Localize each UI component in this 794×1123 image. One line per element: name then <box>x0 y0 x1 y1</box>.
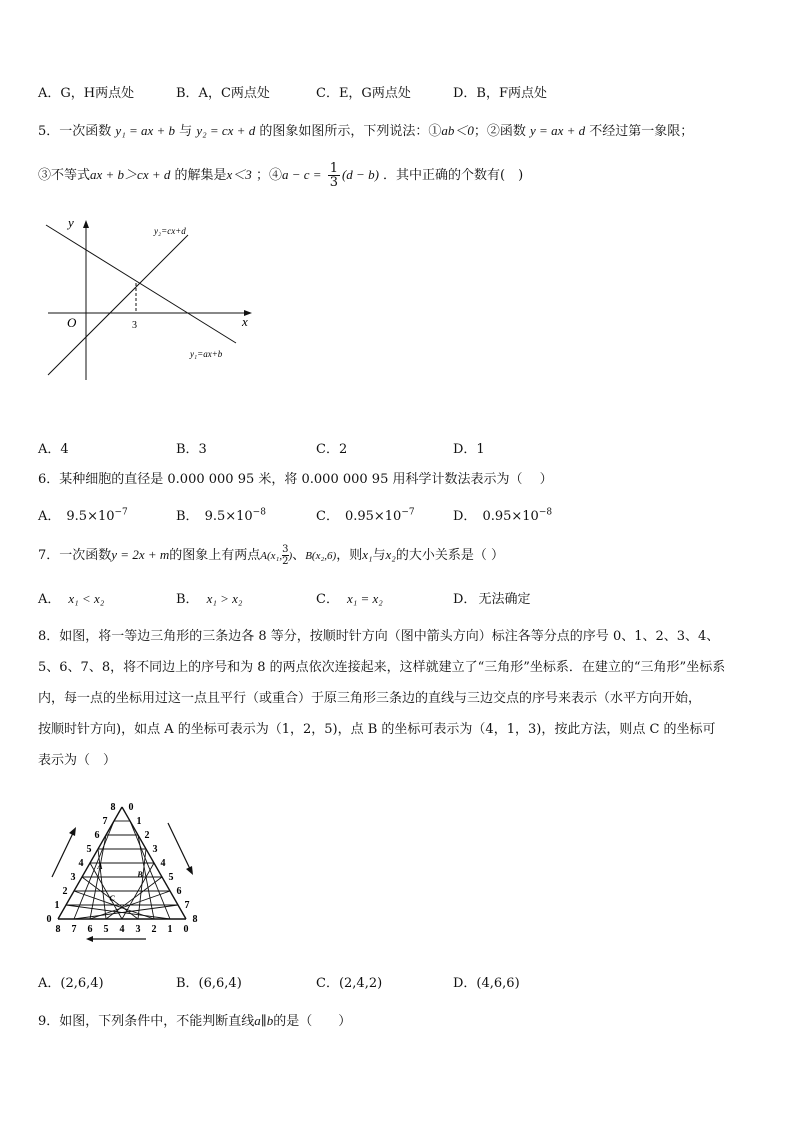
q7-stem <box>38 544 504 567</box>
x-axis-label: x <box>242 314 248 329</box>
q5-frac-num: 1 <box>329 161 338 176</box>
q7-point-a-close: ) <box>288 550 293 562</box>
q5-statement1: ab＜0 <box>441 123 474 138</box>
q5-option-c: C．2 <box>316 442 348 457</box>
q6-option-exp: −8 <box>538 507 553 518</box>
q7-text: 的大小关系是（ ） <box>395 548 504 563</box>
tick-label-3: 3 <box>132 320 137 331</box>
q4-option-d: D．B，F两点处 <box>453 86 547 101</box>
q7-text: 与 <box>372 548 386 563</box>
q7-option-label: D． <box>453 592 477 607</box>
bottom-side-label: 3 <box>135 924 141 935</box>
q6-option-d <box>453 505 552 524</box>
q7-option-label: C． <box>316 592 339 607</box>
q9-expr: a∥b <box>254 1013 274 1028</box>
q7-option-expr: x₁ = x₂ <box>346 591 383 606</box>
q7-x1: x₁ <box>362 547 373 562</box>
q7-text: ，则 <box>336 548 363 563</box>
right-side-label: 7 <box>184 900 190 911</box>
q7-option-expr: 无法确定 <box>478 592 531 607</box>
q6-option-exp: −7 <box>114 507 128 518</box>
q7-frac-num: 3 <box>282 544 289 555</box>
bottom-side-label: 1 <box>167 924 173 935</box>
right-arrow-line <box>168 823 191 871</box>
q5-text: 不经过第一象限； <box>589 124 694 139</box>
bottom-side-label: 4 <box>119 924 125 935</box>
q5-statement4-left: a − c = <box>281 167 322 182</box>
left-arrow-head-icon <box>69 827 76 836</box>
q9-stem <box>38 1010 351 1029</box>
q8-triangle-figure <box>38 785 218 945</box>
q6-option-c <box>316 505 415 524</box>
q5-frac-den: 3 <box>329 175 338 190</box>
q9-text: 9．如图，下列条件中，不能判断直线 <box>38 1014 255 1029</box>
q6-option-base: 0.95×10 <box>344 509 402 524</box>
line-y1-label: y₁=ax+b <box>190 349 223 359</box>
q8-option-d: D．(4,6,6) <box>453 976 520 991</box>
point-a-label: A <box>97 862 103 871</box>
q6-option-label: C． <box>316 509 339 524</box>
q7-option-c <box>316 588 383 607</box>
right-side-label: 4 <box>160 858 166 869</box>
q7-option-a <box>38 588 104 607</box>
q6-option-label: A． <box>38 509 61 524</box>
q6-stem: 6．某种细胞的直径是 0.000 000 95 米，将 0.000 000 95 用科学计数法表示为（ ） <box>38 472 553 487</box>
q8-line-5: 表示为（ ） <box>38 753 117 768</box>
right-arrow-head-icon <box>186 866 193 875</box>
q6-option-exp: −7 <box>401 507 415 518</box>
q5-statement4-right: (d − b) <box>341 167 379 182</box>
q7-option-label: B． <box>176 592 199 607</box>
q6-option-base: 9.5×10 <box>66 509 115 524</box>
left-side-label: 4 <box>78 858 84 869</box>
q8-line-3: 内，每一点的坐标用过这一点且平行（或重合）于原三角形三条边的直线与三边交点的序号来表示（水平方向开始， <box>38 691 702 706</box>
bottom-arrow-head-icon <box>86 936 93 942</box>
q8-line-2: 5、6、7、8，将不同边上的序号和为 8 的两点依次连接起来，这样就建立了“三角形”坐标系．在建立的“三角形”坐标系 <box>38 660 726 675</box>
right-side-label: 8 <box>192 914 198 925</box>
point-c-label: C <box>109 894 115 903</box>
q6-option-base: 9.5×10 <box>204 509 253 524</box>
q7-text: 的图象上有两点 <box>169 548 261 563</box>
origin-label: O <box>67 315 77 330</box>
right-side-label: 6 <box>176 886 182 897</box>
left-side-label: 8 <box>110 802 116 813</box>
bottom-side-label: 5 <box>103 924 109 935</box>
q4-option-a: A．G，H两点处 <box>38 86 135 101</box>
q8-option-a: A．(2,6,4) <box>38 976 104 991</box>
q5-text: ；②函数 <box>473 124 526 139</box>
left-side-label: 6 <box>94 830 100 841</box>
q5-solution: x＜3 <box>226 167 252 182</box>
right-side-label: 5 <box>168 872 174 883</box>
bottom-side-label: 8 <box>55 924 61 935</box>
q5-y1-expr: y₁ = ax + b <box>115 123 176 138</box>
q6-option-exp: −8 <box>252 507 266 518</box>
bottom-side-label: 7 <box>71 924 77 935</box>
line-y2 <box>48 235 188 375</box>
line-y2-label: y₂=cx+d <box>154 226 186 236</box>
q7-point-a: A(x₁, <box>260 550 283 562</box>
right-side-label: 1 <box>136 816 142 827</box>
grid-line-left <box>66 905 170 919</box>
q5-fraction <box>328 162 340 189</box>
q7-option-label: A． <box>38 592 61 607</box>
q7-x2: x₂ <box>385 547 396 562</box>
q5-option-b: B．3 <box>176 442 207 457</box>
q5-statement2: y = ax + d <box>530 123 586 138</box>
q7-frac-den: 2 <box>282 556 289 567</box>
q5-stem-line1 <box>38 120 693 139</box>
q7-point-b: B(x₂,6) <box>305 550 337 562</box>
q5-text: ③不等式 <box>38 168 91 183</box>
q6-option-label: D． <box>453 509 477 524</box>
y-axis-label: y <box>68 215 74 230</box>
q5-text: 5．一次函数 <box>38 124 112 139</box>
q4-option-c: C．E，G两点处 <box>316 86 411 101</box>
q6-option-a <box>38 505 128 524</box>
q6-option-base: 0.95×10 <box>482 509 539 524</box>
left-arrow-line <box>52 831 74 877</box>
triangle-grid <box>58 807 186 919</box>
left-side-label: 1 <box>54 900 60 911</box>
bottom-side-label: 6 <box>87 924 93 935</box>
q5-y2-expr: y₂ = cx + d <box>196 123 256 138</box>
bottom-side-label: 2 <box>151 924 157 935</box>
q7-option-d <box>453 588 530 607</box>
left-side-label: 7 <box>102 816 108 827</box>
q5-option-d: D．1 <box>453 442 485 457</box>
grid-line-right <box>138 849 146 919</box>
q5-graph <box>40 205 270 390</box>
q7-text: 7．一次函数 <box>38 548 112 563</box>
q5-text: 与 <box>179 124 193 139</box>
right-side-label: 0 <box>128 802 134 813</box>
right-side-label: 3 <box>152 844 158 855</box>
y-axis-arrow-icon <box>83 220 89 228</box>
q5-statement3: ax + b＞cx + d <box>90 167 171 182</box>
right-side-label: 2 <box>144 830 150 841</box>
q4-option-b: B．A，C两点处 <box>176 86 270 101</box>
q5-text: ；④ <box>255 168 282 183</box>
q5-text: ．其中正确的个数有( ) <box>383 168 524 183</box>
left-side-label: 3 <box>70 872 76 883</box>
q5-option-a: A．4 <box>38 442 69 457</box>
q6-option-b <box>176 505 266 524</box>
q7-option-expr: x₁ > x₂ <box>206 591 243 606</box>
q8-option-c: C．(2,4,2) <box>316 976 383 991</box>
triangle-labels <box>47 802 198 935</box>
q8-option-b: B．(6,6,4) <box>176 976 242 991</box>
left-side-label: 5 <box>86 844 92 855</box>
q7-function: y = 2x + m <box>111 547 170 562</box>
q8-line-1: 8．如图，将一等边三角形的三条边各 8 等分，按顺时针方向（图中箭头方向）标注各等分点的序号 0、1、2、3、4、 <box>38 629 720 644</box>
point-b-label: B <box>137 870 143 879</box>
q5-text: 的解集是 <box>174 168 227 183</box>
left-side-label: 0 <box>46 914 52 925</box>
q8-line-4: 按顺时针方向)，如点 A 的坐标可表示为（1，2，5)，点 B 的坐标可表示为（4，1，3)，按此方法，则点 C 的坐标可 <box>38 722 716 737</box>
q7-option-expr: x₁ < x₂ <box>68 591 105 606</box>
q6-option-label: B． <box>176 509 199 524</box>
q5-stem-line2 <box>38 162 523 189</box>
q9-text: 的是（ ） <box>273 1014 352 1029</box>
q7-separator: 、 <box>292 548 306 563</box>
q5-text: 的图象如图所示，下列说法：① <box>259 124 442 139</box>
left-side-label: 2 <box>62 886 68 897</box>
grid-line-right <box>130 821 170 919</box>
bottom-side-label: 0 <box>183 924 189 935</box>
q7-option-b <box>176 588 242 607</box>
